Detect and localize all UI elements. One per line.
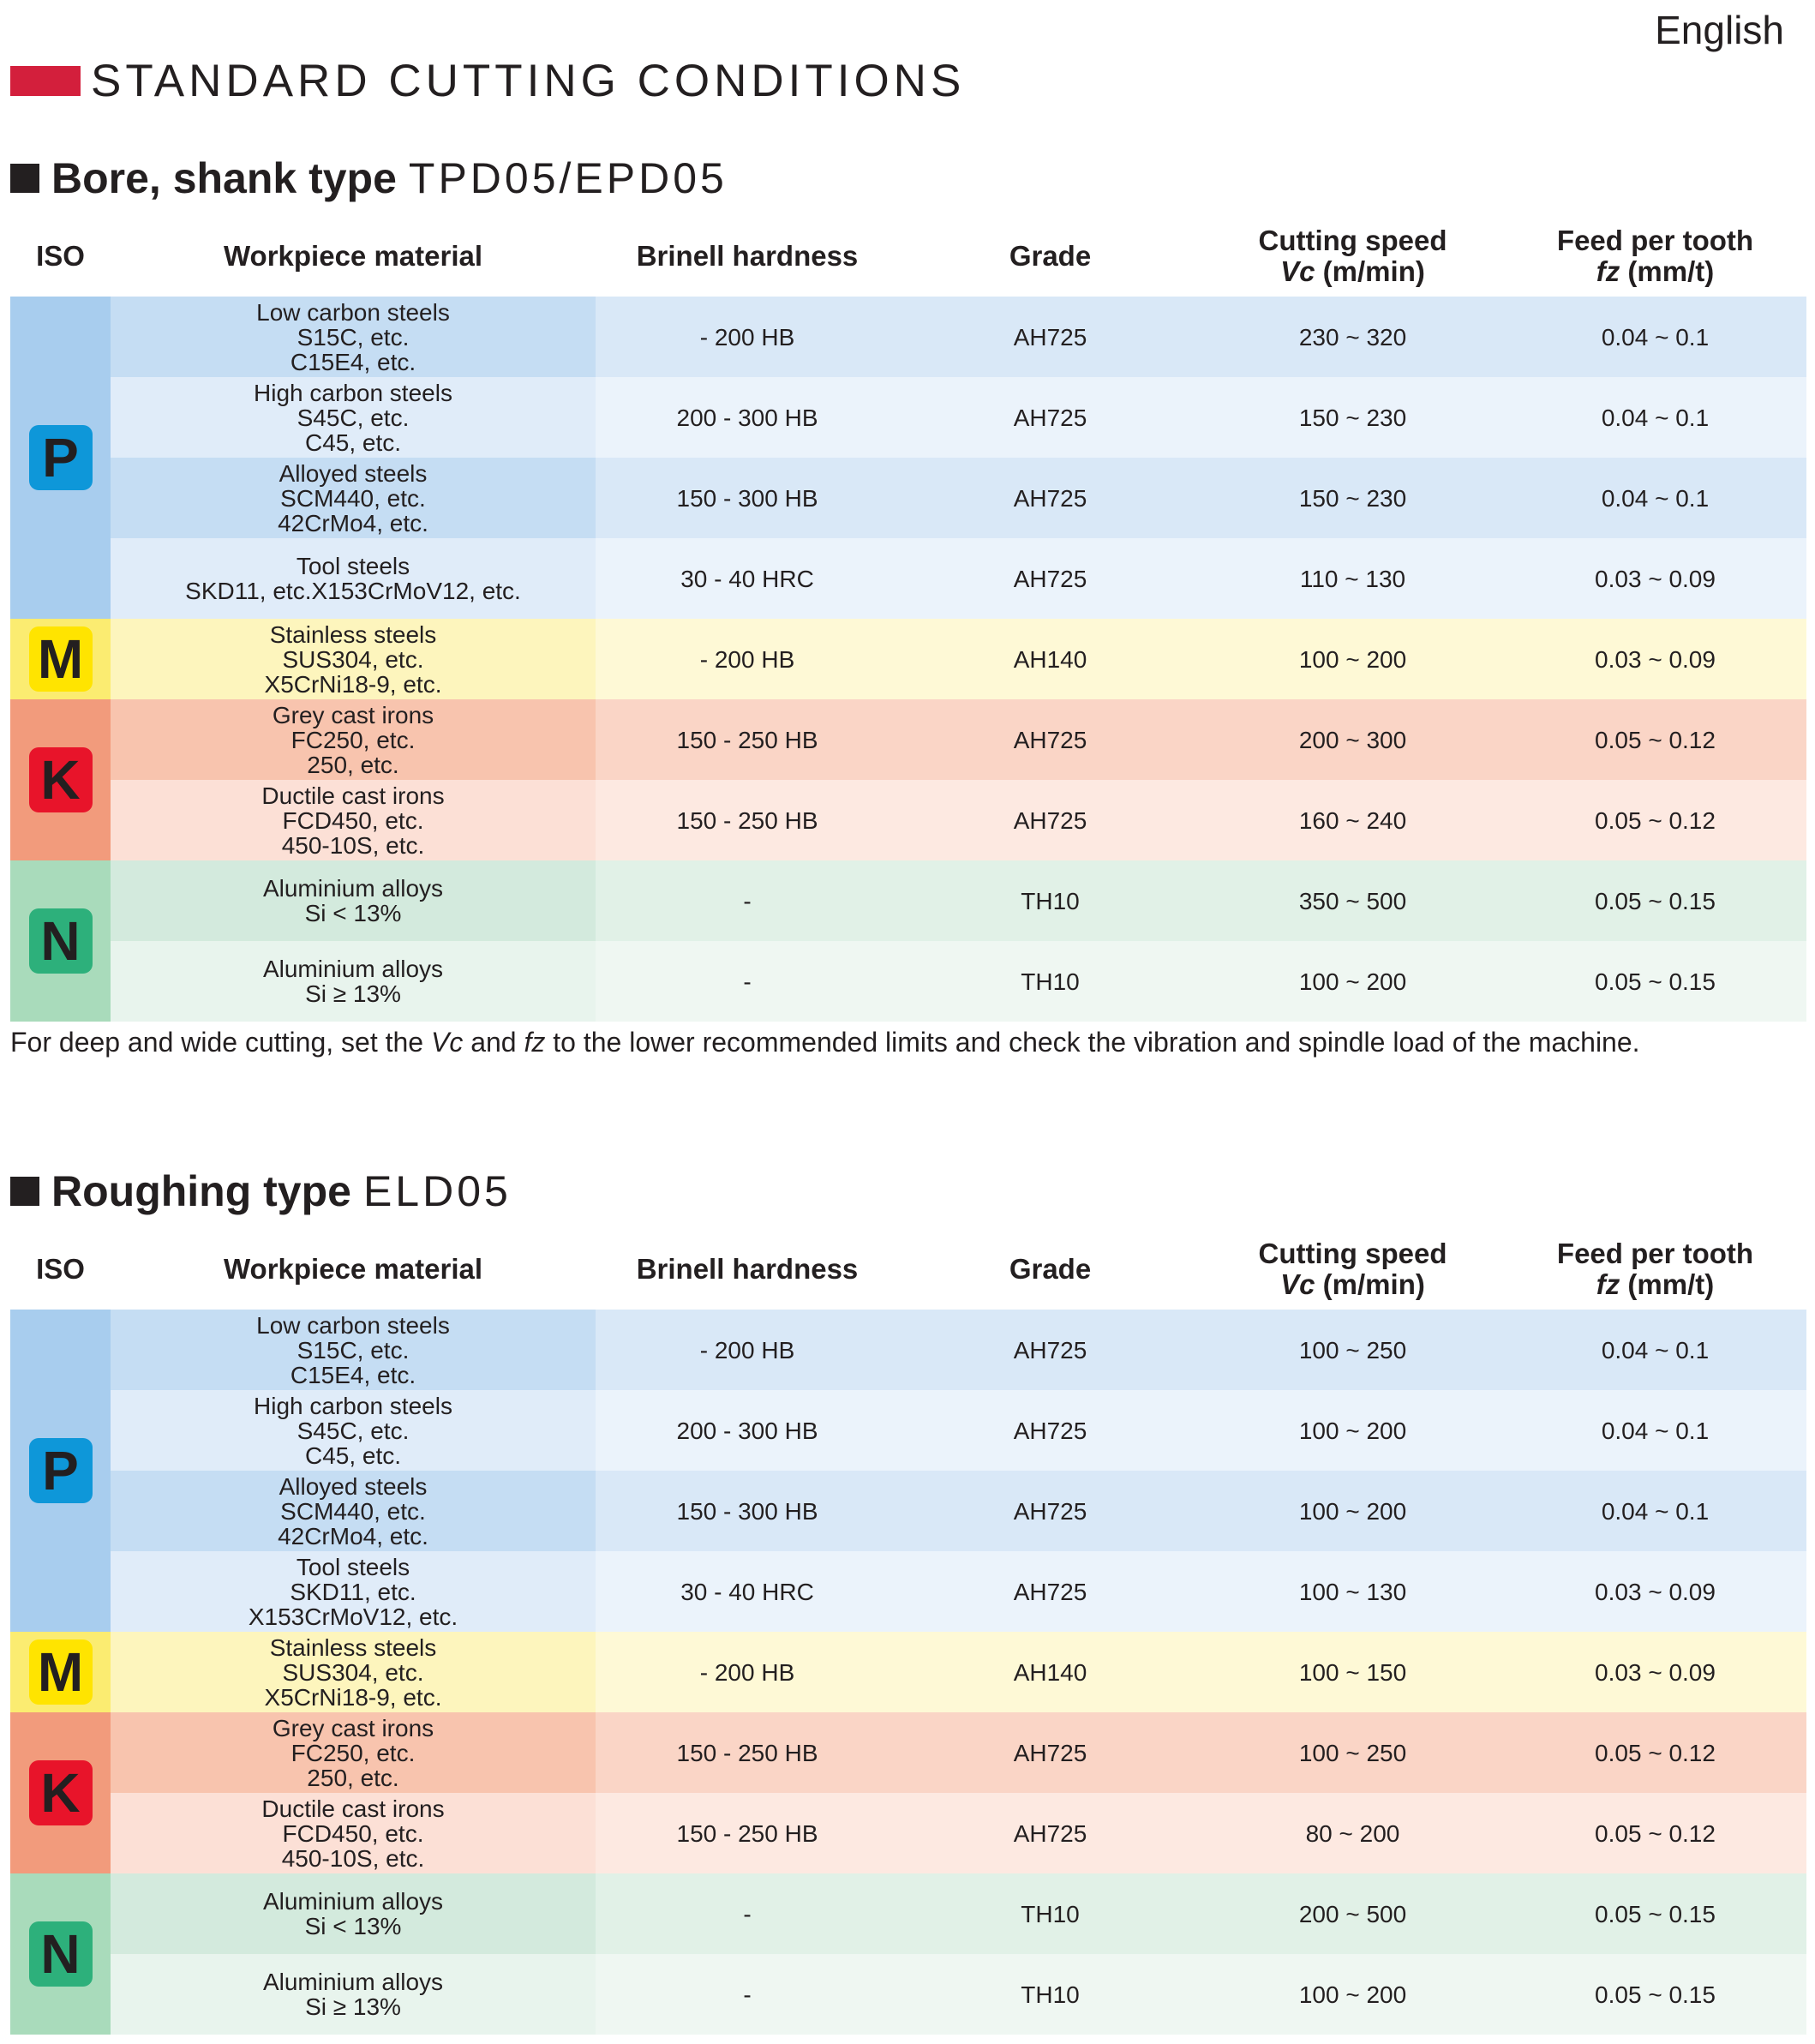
table-row [10, 458, 1806, 538]
hardness-cell: 150 - 250 HB [596, 1712, 899, 1793]
material-line: Aluminium alloys [262, 875, 444, 902]
table-row [10, 699, 1806, 780]
header-speed: Cutting speed Vc (m/min) [1258, 225, 1447, 287]
table-row [10, 1390, 1806, 1471]
material-line: Grey cast irons [272, 1714, 434, 1741]
material-cell [111, 1310, 596, 1390]
language-label[interactable]: English [1655, 8, 1784, 52]
table-row [10, 619, 1806, 699]
feed-cell: 0.05 ~ 0.15 [1504, 1873, 1806, 1954]
grade-cell: AH725 [899, 1390, 1201, 1471]
material-line: High carbon steels [254, 1392, 452, 1419]
table-row [10, 377, 1806, 458]
material-cell [111, 1390, 596, 1471]
grade-cell: AH140 [899, 1632, 1201, 1712]
hardness-cell: - 200 HB [596, 1310, 899, 1390]
hardness-cell: - [596, 1954, 899, 2035]
iso-k-badge: K [29, 1760, 93, 1825]
speed-cell: 150 ~ 230 [1201, 458, 1504, 538]
feed-cell: 0.04 ~ 0.1 [1504, 377, 1806, 458]
feed-cell: 0.04 ~ 0.1 [1504, 1310, 1806, 1390]
material-cell [111, 1712, 596, 1793]
material-line: FCD450, etc. [282, 806, 424, 834]
material-line: SUS304, etc. [282, 1658, 424, 1686]
material-line: 450-10S, etc. [281, 831, 425, 859]
speed-cell: 100 ~ 200 [1201, 1954, 1504, 2035]
material-cell [111, 1632, 596, 1712]
material-line: Si < 13% [304, 900, 402, 926]
feed-cell: 0.03 ~ 0.09 [1504, 1551, 1806, 1632]
speed-cell: 200 ~ 500 [1201, 1873, 1504, 1954]
material-line: S45C, etc. [297, 1417, 410, 1444]
grade-cell: TH10 [899, 860, 1201, 941]
material-line: Ductile cast irons [261, 1795, 445, 1822]
grade-cell: AH725 [899, 458, 1201, 538]
table-header-row [10, 216, 1806, 297]
material-line: Ductile cast irons [261, 782, 445, 809]
table-note: For deep and wide cutting, set the Vc and fz to the lower recommended limits and check the vibration and spindle load of the machine. [10, 1027, 1640, 1058]
speed-cell: 100 ~ 200 [1201, 941, 1504, 1022]
material-line: C45, etc. [304, 1442, 402, 1469]
material-line: Alloyed steels [279, 459, 428, 487]
feed-cell: 0.05 ~ 0.12 [1504, 1712, 1806, 1793]
material-cell [111, 941, 596, 1022]
iso-n-badge: N [29, 908, 93, 974]
material-line: SKD11, etc.X153CrMoV12, etc. [185, 578, 521, 604]
material-line: Low carbon steels [256, 1311, 450, 1339]
material-line: 450-10S, etc. [281, 1844, 425, 1872]
iso-group-cell [10, 1310, 111, 1632]
material-line: S15C, etc. [297, 1336, 410, 1364]
speed-cell: 100 ~ 250 [1201, 1310, 1504, 1390]
material-line: Si < 13% [304, 1913, 402, 1939]
iso-group-cell [10, 619, 111, 699]
hardness-cell: - [596, 860, 899, 941]
section-product-code: TPD05/EPD05 [408, 154, 728, 202]
table-row [10, 538, 1806, 619]
grade-cell: TH10 [899, 1954, 1201, 2035]
material-cell [111, 860, 596, 941]
material-line: 42CrMo4, etc. [278, 509, 428, 536]
material-cell [111, 1471, 596, 1551]
material-line: Grey cast irons [272, 701, 434, 728]
material-cell [111, 377, 596, 458]
material-line: Aluminium alloys [262, 1888, 444, 1915]
material-line: Tool steels [296, 553, 410, 579]
iso-p-badge: P [29, 425, 93, 490]
material-cell [111, 297, 596, 377]
feed-cell: 0.05 ~ 0.12 [1504, 1793, 1806, 1873]
table-header-row [10, 1229, 1806, 1310]
material-line: SCM440, etc. [280, 1497, 426, 1525]
material-cell [111, 619, 596, 699]
material-line: X5CrNi18-9, etc. [264, 670, 442, 698]
section-roughing [10, 1164, 1806, 2035]
feed-cell: 0.04 ~ 0.1 [1504, 1471, 1806, 1551]
hardness-cell: 150 - 250 HB [596, 1793, 899, 1873]
cutting-conditions-table [10, 1229, 1806, 2035]
material-line: C15E4, etc. [290, 1361, 416, 1388]
material-line: X153CrMoV12, etc. [248, 1603, 458, 1630]
feed-cell: 0.04 ~ 0.1 [1504, 297, 1806, 377]
material-cell [111, 458, 596, 538]
material-line: 42CrMo4, etc. [278, 1522, 428, 1549]
material-line: Stainless steels [269, 1633, 437, 1661]
section-title [10, 151, 1806, 206]
section-title [10, 1164, 1806, 1219]
grade-cell: AH725 [899, 1471, 1201, 1551]
speed-cell: 80 ~ 200 [1201, 1793, 1504, 1873]
grade-cell: AH725 [899, 377, 1201, 458]
hardness-cell: - [596, 1873, 899, 1954]
material-line: SKD11, etc. [290, 1578, 416, 1605]
speed-cell: 200 ~ 300 [1201, 699, 1504, 780]
iso-m-badge: M [29, 626, 93, 692]
iso-group-cell [10, 699, 111, 860]
header-speed: Cutting speed Vc (m/min) [1258, 1238, 1447, 1300]
feed-cell: 0.05 ~ 0.15 [1504, 860, 1806, 941]
header-grade: Grade [1009, 240, 1092, 272]
speed-cell: 100 ~ 250 [1201, 1712, 1504, 1793]
title-accent-bar [10, 66, 81, 96]
grade-cell: AH140 [899, 619, 1201, 699]
speed-cell: 100 ~ 200 [1201, 619, 1504, 699]
material-cell [111, 1793, 596, 1873]
material-cell [111, 780, 596, 860]
grade-cell: AH725 [899, 1712, 1201, 1793]
feed-cell: 0.05 ~ 0.15 [1504, 1954, 1806, 2035]
table-row [10, 1471, 1806, 1551]
material-line: X5CrNi18-9, etc. [264, 1683, 442, 1711]
material-line: C15E4, etc. [290, 348, 416, 375]
hardness-cell: 200 - 300 HB [596, 1390, 899, 1471]
iso-group-cell [10, 860, 111, 1022]
speed-cell: 100 ~ 200 [1201, 1471, 1504, 1551]
hardness-cell: 30 - 40 HRC [596, 538, 899, 619]
speed-cell: 100 ~ 150 [1201, 1632, 1504, 1712]
hardness-cell: 150 - 300 HB [596, 1471, 899, 1551]
grade-cell: TH10 [899, 1873, 1201, 1954]
grade-cell: AH725 [899, 699, 1201, 780]
material-line: Aluminium alloys [262, 1969, 444, 1995]
header-hardness: Brinell hardness [636, 240, 859, 272]
material-line: Si ≥ 13% [305, 1993, 401, 2020]
header-material: Workpiece material [223, 1253, 483, 1285]
material-line: S45C, etc. [297, 404, 410, 431]
material-cell [111, 1954, 596, 2035]
material-line: S15C, etc. [297, 323, 410, 351]
material-line: Stainless steels [269, 620, 437, 648]
hardness-cell: - 200 HB [596, 1632, 899, 1712]
section-bore-shank [10, 151, 1806, 1058]
hardness-cell: - [596, 941, 899, 1022]
table-body [10, 1310, 1806, 2035]
material-line: FC250, etc. [291, 1739, 416, 1766]
grade-cell: AH725 [899, 538, 1201, 619]
feed-cell: 0.04 ~ 0.1 [1504, 458, 1806, 538]
iso-n-badge: N [29, 1921, 93, 1987]
iso-k-badge: K [29, 747, 93, 812]
header-hardness: Brinell hardness [636, 1253, 859, 1285]
grade-cell: TH10 [899, 941, 1201, 1022]
iso-group-cell [10, 1873, 111, 2035]
section-title-text: Roughing type [51, 1167, 351, 1215]
main-title [10, 55, 965, 107]
material-line: 250, etc. [307, 751, 399, 778]
material-line: Aluminium alloys [262, 956, 444, 982]
feed-cell: 0.03 ~ 0.09 [1504, 538, 1806, 619]
table-row [10, 297, 1806, 377]
material-line: Tool steels [296, 1553, 410, 1580]
material-line: C45, etc. [304, 429, 402, 456]
table-row [10, 1551, 1806, 1632]
grade-cell: AH725 [899, 297, 1201, 377]
iso-group-cell [10, 1632, 111, 1712]
cutting-conditions-table [10, 216, 1806, 1022]
material-cell [111, 1873, 596, 1954]
material-cell [111, 699, 596, 780]
section-title-text: Bore, shank type [51, 154, 397, 202]
table-row [10, 1954, 1806, 2035]
speed-cell: 110 ~ 130 [1201, 538, 1504, 619]
table-row [10, 860, 1806, 941]
header-grade: Grade [1009, 1253, 1092, 1285]
speed-cell: 100 ~ 200 [1201, 1390, 1504, 1471]
hardness-cell: - 200 HB [596, 619, 899, 699]
hardness-cell: 200 - 300 HB [596, 377, 899, 458]
feed-cell: 0.05 ~ 0.12 [1504, 780, 1806, 860]
speed-cell: 100 ~ 130 [1201, 1551, 1504, 1632]
iso-m-badge: M [29, 1639, 93, 1705]
header-material: Workpiece material [223, 240, 483, 272]
table-row [10, 1793, 1806, 1873]
iso-group-cell [10, 1712, 111, 1873]
material-line: 250, etc. [307, 1764, 399, 1791]
header-feed: Feed per tooth fz (mm/t) [1556, 1238, 1754, 1300]
square-bullet-icon [10, 164, 39, 193]
grade-cell: AH725 [899, 1793, 1201, 1873]
material-line: Alloyed steels [279, 1472, 428, 1500]
table-body [10, 297, 1806, 1022]
material-line: SCM440, etc. [280, 484, 426, 512]
grade-cell: AH725 [899, 780, 1201, 860]
feed-cell: 0.03 ~ 0.09 [1504, 619, 1806, 699]
material-line: High carbon steels [254, 379, 452, 406]
speed-cell: 350 ~ 500 [1201, 860, 1504, 941]
hardness-cell: - 200 HB [596, 297, 899, 377]
main-title-text: STANDARD CUTTING CONDITIONS [91, 56, 966, 106]
feed-cell: 0.05 ~ 0.12 [1504, 699, 1806, 780]
table-row [10, 941, 1806, 1022]
speed-cell: 150 ~ 230 [1201, 377, 1504, 458]
material-line: Low carbon steels [256, 298, 450, 326]
iso-group-cell [10, 297, 111, 619]
section-product-code: ELD05 [362, 1167, 512, 1215]
header-iso: ISO [36, 240, 85, 272]
header-feed: Feed per tooth fz (mm/t) [1556, 225, 1754, 287]
material-line: SUS304, etc. [282, 645, 424, 673]
header-iso: ISO [36, 1253, 85, 1285]
material-line: FCD450, etc. [282, 1819, 424, 1847]
hardness-cell: 150 - 250 HB [596, 780, 899, 860]
grade-cell: AH725 [899, 1310, 1201, 1390]
iso-p-badge: P [29, 1438, 93, 1503]
table-row [10, 1632, 1806, 1712]
hardness-cell: 30 - 40 HRC [596, 1551, 899, 1632]
table-row [10, 780, 1806, 860]
feed-cell: 0.03 ~ 0.09 [1504, 1632, 1806, 1712]
feed-cell: 0.04 ~ 0.1 [1504, 1390, 1806, 1471]
square-bullet-icon [10, 1177, 39, 1206]
speed-cell: 230 ~ 320 [1201, 297, 1504, 377]
table-row [10, 1310, 1806, 1390]
table-row [10, 1873, 1806, 1954]
material-line: FC250, etc. [291, 726, 416, 753]
hardness-cell: 150 - 250 HB [596, 699, 899, 780]
material-cell [111, 1551, 596, 1632]
table-row [10, 1712, 1806, 1793]
material-cell [111, 538, 596, 619]
grade-cell: AH725 [899, 1551, 1201, 1632]
speed-cell: 160 ~ 240 [1201, 780, 1504, 860]
material-line: Si ≥ 13% [305, 980, 401, 1007]
hardness-cell: 150 - 300 HB [596, 458, 899, 538]
feed-cell: 0.05 ~ 0.15 [1504, 941, 1806, 1022]
